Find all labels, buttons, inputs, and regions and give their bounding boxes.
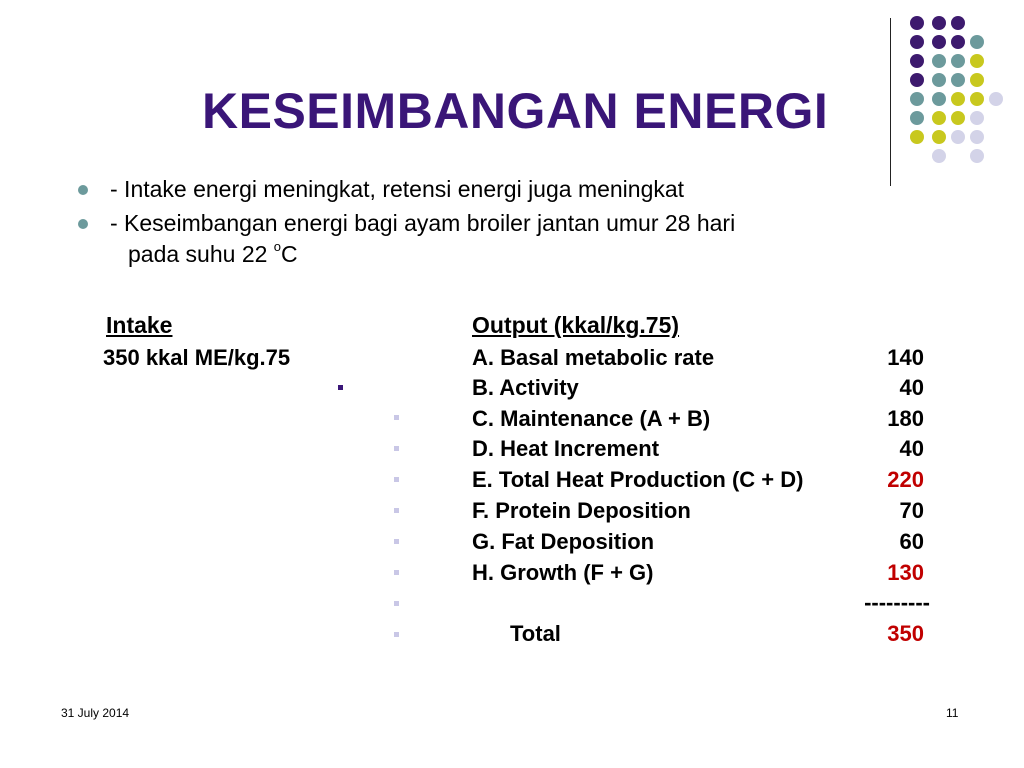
bullet-square-icon	[394, 632, 399, 637]
decor-dot	[951, 35, 965, 49]
output-row-label: F. Protein Deposition	[472, 498, 691, 523]
bullet-square-icon	[394, 570, 399, 575]
output-row-value: 70	[899, 498, 924, 523]
decor-dot	[970, 130, 984, 144]
decor-dot	[951, 92, 965, 106]
decor-dot	[970, 92, 984, 106]
decor-dot	[932, 35, 946, 49]
decor-dot	[910, 54, 924, 68]
output-row-label: E. Total Heat Production (C + D)	[472, 467, 804, 492]
bullet-icon	[78, 185, 88, 195]
output-row-value: 40	[899, 375, 924, 400]
output-row-value: 140	[887, 345, 924, 370]
bullet-continuation	[128, 241, 298, 268]
total-separator: ---------	[864, 590, 930, 615]
degree-superscript: o	[273, 239, 282, 254]
decor-dot	[910, 16, 924, 30]
decor-dot	[951, 130, 965, 144]
decor-dot	[910, 130, 924, 144]
bullet-text: - Intake energi meningkat, retensi energi juga meningkat	[110, 176, 685, 202]
decor-dot	[989, 92, 1003, 106]
bullet-square-icon	[394, 415, 399, 420]
footer-page-number: 11	[946, 706, 959, 720]
decor-dot	[951, 111, 965, 125]
decor-dot	[932, 111, 946, 125]
title-divider-line	[890, 18, 891, 186]
bullet-square-icon	[338, 385, 343, 390]
decor-dot	[910, 92, 924, 106]
decor-dot	[970, 35, 984, 49]
output-row-label: B. Activity	[472, 375, 579, 400]
degree-unit: C	[281, 241, 298, 267]
output-row-value-highlight: 220	[887, 467, 924, 492]
decor-dot	[910, 35, 924, 49]
bullet-square-icon	[394, 539, 399, 544]
decor-dot	[951, 16, 965, 30]
output-row-label: A. Basal metabolic rate	[472, 345, 715, 370]
decor-dot	[932, 130, 946, 144]
decor-dot	[951, 73, 965, 87]
decor-dot	[932, 92, 946, 106]
output-row-value: 60	[899, 529, 924, 554]
decor-dot	[932, 73, 946, 87]
decor-dot	[932, 54, 946, 68]
decor-dot	[932, 149, 946, 163]
output-row-label: C. Maintenance (A + B)	[472, 406, 711, 431]
decor-dot	[932, 16, 946, 30]
total-value: 350	[887, 621, 924, 646]
bullet-square-icon	[394, 477, 399, 482]
decor-dot	[970, 73, 984, 87]
bullet-icon	[78, 219, 88, 229]
footer-date: 31 July 2014	[61, 706, 130, 720]
decor-dot	[910, 111, 924, 125]
output-row-value: 40	[899, 436, 924, 461]
total-label: Total	[510, 621, 561, 646]
output-row-value: 180	[887, 406, 924, 431]
intake-value: 350 kkal ME/kg.75	[103, 345, 291, 370]
bullet-square-icon	[394, 508, 399, 513]
intake-header: Intake	[106, 312, 173, 338]
bullet-square-icon	[394, 446, 399, 451]
decor-dot	[910, 73, 924, 87]
decor-dot	[970, 54, 984, 68]
continuation-text: pada suhu 22	[128, 241, 274, 267]
slide-title: KESEIMBANGAN ENERGI	[202, 83, 829, 139]
bullet-text: - Keseimbangan energi bagi ayam broiler jantan umur 28 hari	[110, 210, 736, 236]
output-row-label: H. Growth (F + G)	[472, 560, 654, 585]
output-row-value-highlight: 130	[887, 560, 924, 585]
decor-dot	[970, 111, 984, 125]
bullet-square-icon	[394, 601, 399, 606]
output-header: Output (kkal/kg.75)	[472, 312, 680, 338]
decor-dot	[951, 54, 965, 68]
output-row-label: G. Fat Deposition	[472, 529, 655, 554]
decor-dot	[970, 149, 984, 163]
output-row-label: D. Heat Increment	[472, 436, 660, 461]
